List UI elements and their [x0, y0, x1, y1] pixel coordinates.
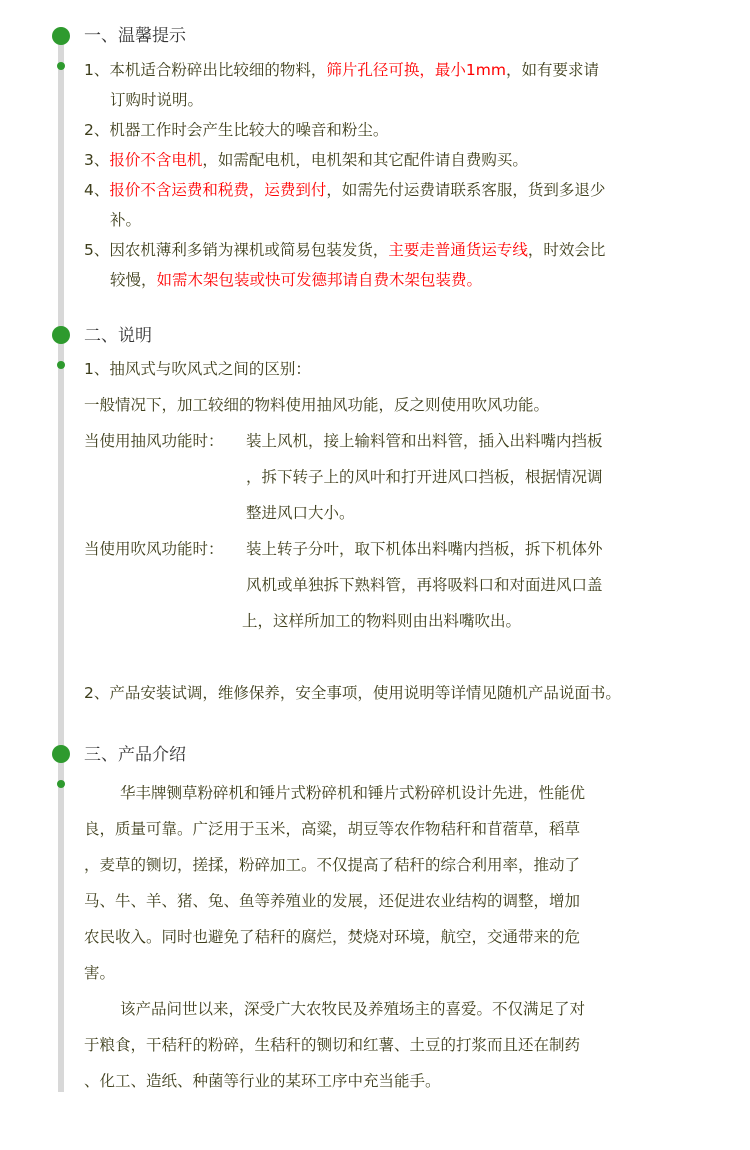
intro-p1-line: 华丰牌铡草粉碎机和锤片式粉碎机和锤片式粉碎机设计先进，性能优: [120, 784, 586, 802]
suction-label: 当使用抽风功能时：: [84, 432, 224, 450]
section2-line1: 1、抽风式与吹风式之间的区别：: [84, 360, 311, 378]
timeline-bar: [58, 36, 64, 1092]
intro-p2-line: 该产品问世以来，深受广大农牧民及养殖场主的喜爱。不仅满足了对: [120, 1000, 586, 1018]
intro-p2-line: 于粮食，干秸秆的粉碎，生秸秆的铡切和红薯、土豆的打浆而且还在制药: [84, 1036, 581, 1054]
blow-text-1: 装上转子分叶，取下机体出料嘴内挡板，拆下机体外: [246, 540, 603, 558]
section2-line-last: 2、产品安装试调，维修保养，安全事项，使用说明等详情见随机产品说面书。: [84, 684, 621, 702]
section1-item1-line1: 1、本机适合粉碎出比较细的物料，筛片孔径可换，最小1mm，如有要求请: [84, 61, 599, 79]
section2-line2: 一般情况下，加工较细的物料使用抽风功能，反之则使用吹风功能。: [84, 396, 550, 414]
suction-text-2: ，拆下转子上的风叶和打开进风口挡板，根据情况调: [246, 468, 603, 486]
blow-label: 当使用吹风功能时：: [84, 540, 224, 558]
item-dot-icon: [57, 361, 65, 369]
section1-item5-line1: 5、因农机薄利多销为裸机或简易包装发货，主要走普通货运专线，时效会比: [84, 241, 606, 259]
blow-text-3: 上，这样所加工的物料则由出料嘴吹出。: [242, 612, 522, 630]
intro-p1-line: 良，质量可靠。广泛用于玉米，高粱，胡豆等农作物秸秆和苜蓿草，稻草: [84, 820, 581, 838]
section-dot-icon: [52, 326, 70, 344]
section1-item4-line2: 补。: [110, 211, 142, 229]
section1-item1-line2: 订购时说明。: [110, 91, 204, 109]
intro-p2-line: 、化工、造纸、种菌等行业的某环工序中充当能手。: [84, 1072, 441, 1090]
section-dot-icon: [52, 27, 70, 45]
section3-title: 三、产品介绍: [84, 745, 186, 765]
section2-title: 二、说明: [84, 326, 152, 346]
item-dot-icon: [57, 780, 65, 788]
intro-p1-line: 马、牛、羊、猪、兔、鱼等养殖业的发展，还促进农业结构的调整，增加: [84, 892, 581, 910]
section-dot-icon: [52, 745, 70, 763]
item-dot-icon: [57, 62, 65, 70]
section1-item4-line1: 4、报价不含运费和税费，运费到付，如需先付运费请联系客服，货到多退少: [84, 181, 606, 199]
section1-title: 一、温馨提示: [84, 26, 186, 46]
section1-item2: 2、机器工作时会产生比较大的噪音和粉尘。: [84, 121, 389, 139]
section1-item3: 3、报价不含电机，如需配电机，电机架和其它配件请自费购买。: [84, 151, 528, 169]
suction-text-3: 整进风口大小。: [246, 504, 355, 522]
intro-p1-line: 农民收入。同时也避免了秸秆的腐烂，焚烧对环境，航空，交通带来的危: [84, 928, 581, 946]
intro-p1-line: 害。: [84, 964, 116, 982]
section1-item5-line2: 较慢，如需木架包装或快可发德邦请自费木架包装费。: [110, 271, 483, 289]
suction-text-1: 装上风机，接上输料管和出料管，插入出料嘴内挡板: [246, 432, 603, 450]
intro-p1-line: ，麦草的铡切，搓揉，粉碎加工。不仅提高了秸秆的综合利用率，推动了: [84, 856, 581, 874]
blow-text-2: 风机或单独拆下熟料管，再将吸料口和对面进风口盖: [246, 576, 603, 594]
